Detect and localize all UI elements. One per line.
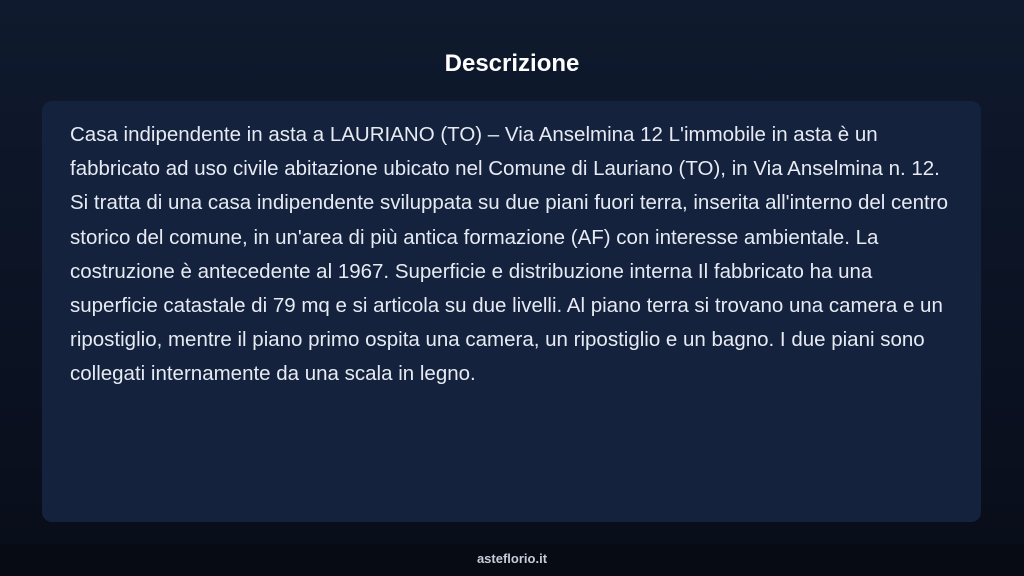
- description-card: [42, 101, 981, 522]
- footer-site-label: asteflorio.it: [476, 551, 548, 566]
- description-text: Casa indipendente in asta a LAURIANO (TO) – Via Anselmina 12 L'immobile in asta è un fabbricato ad uso civile abitazione ubicato nel Comune di Lauriano (TO), in Via Anselmina n. 12. Si tratta di una casa indipendente sviluppata su due piani fuori terra, inserita all'interno del centro storico del comune, in un'area di più antica formazione (AF) con interesse ambientale. La costruzione è antecedente al 1967. Superficie e distribuzione interna Il fabbricato ha una superficie catastale di 79 mq e si articola su due livelli. Al piano terra si trovano una camera e un ripostiglio, mentre il piano primo ospita una camera, un ripostiglio e un bagno. I due piani sono collegati internamente da una scala in legno.: [70, 123, 948, 386]
- page-title: Descrizione: [444, 50, 580, 77]
